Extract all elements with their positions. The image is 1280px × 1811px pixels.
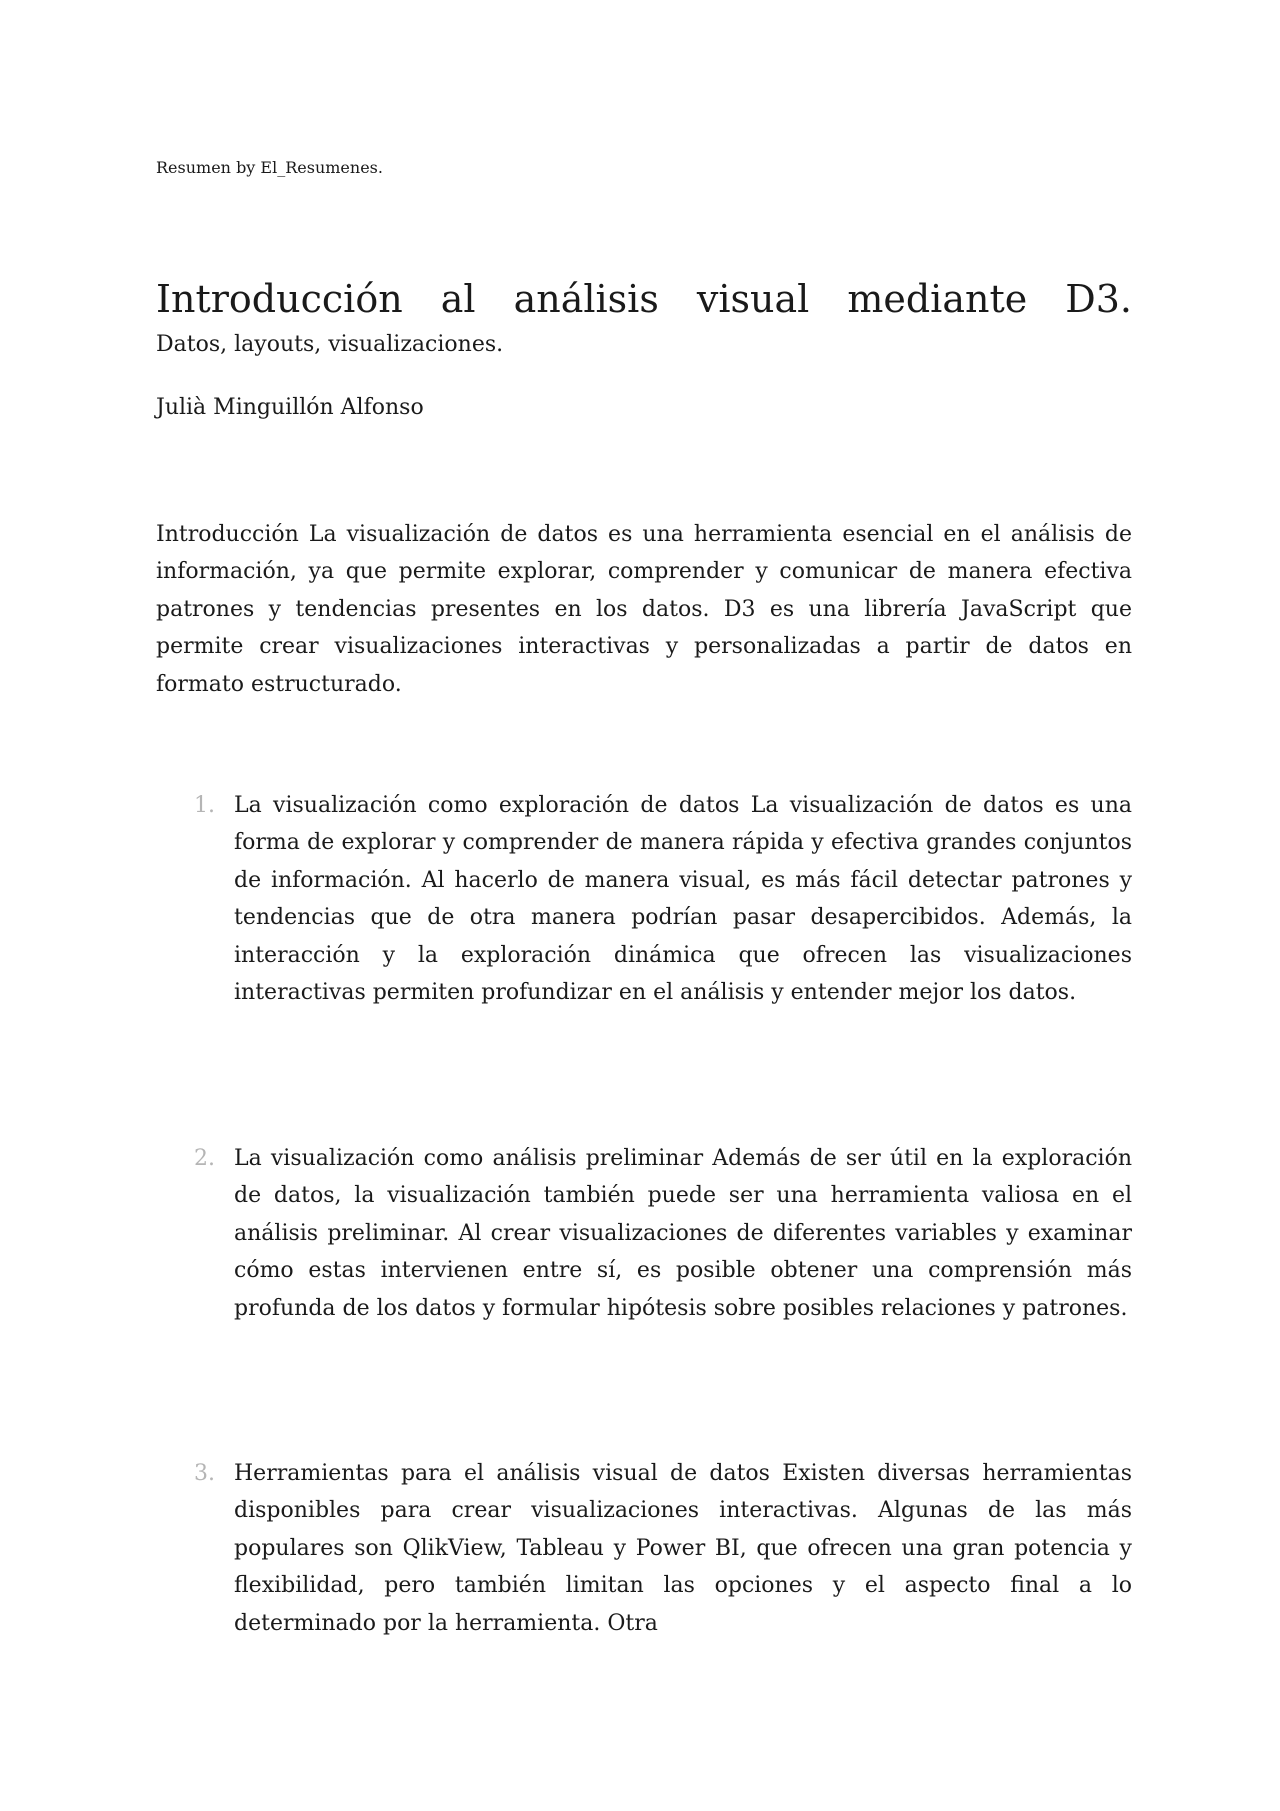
list-item-text: Herramientas para el análisis visual de datos Existen diversas herramientas disponibles para crear visualizaciones interactivas. Algunas de las más populares son QlikView, Tableau y Power BI, que ofrecen una gran potencia y flexibilidad, pero también limitan las opciones y el aspecto final a lo determinado por la herramienta. Otra — [234, 1461, 1132, 1636]
title-word: D3. — [1065, 277, 1132, 321]
title-word: al — [440, 277, 476, 321]
list-item-number: 3. — [194, 1461, 215, 1486]
credit-line: Resumen by El_Resumenes. — [156, 158, 383, 177]
title-word: mediante — [847, 277, 1028, 321]
title-word: análisis — [513, 277, 659, 321]
list-item-number: 1. — [194, 793, 215, 818]
document-author: Julià Minguillón Alfonso — [156, 395, 424, 420]
list-item-text: La visualización como exploración de datos La visualización de datos es una forma de explorar y comprender de manera rápida y efectiva grandes conjuntos de información. Al hacerlo de manera visual, es más fácil detectar patrones y tendencias que de otra manera podrían pasar desapercibidos. Además, la interacción y la exploración dinámica que ofrecen las visualizaciones interactivas permiten profundizar en el análisis y entender mejor los datos. — [234, 793, 1132, 1006]
document-title — [156, 274, 1132, 324]
list-item-number: 2. — [194, 1146, 215, 1171]
title-word: Introducción — [156, 277, 403, 321]
list-item-text: La visualización como análisis preliminar Además de ser útil en la exploración de datos, la visualización también puede ser una herramienta valiosa en el análisis preliminar. Al crear visualizaciones de diferentes variables y examinar cómo estas intervienen entre sí, es posible obtener una comprensión más profunda de los datos y formular hipótesis sobre posibles relaciones y patrones. — [234, 1146, 1132, 1321]
document-subtitle: Datos, layouts, visualizaciones. — [156, 332, 504, 357]
document-page — [156, 0, 1132, 1811]
intro-paragraph: Introducción La visualización de datos es una herramienta esencial en el análisis de información, ya que permite explorar, comprender y comunicar de manera efectiva patrones y tendencias presentes en los datos. D3 es una librería JavaScript que permite crear visualizaciones interactivas y personalizadas a partir de datos en formato estructurado. — [156, 522, 1132, 697]
title-word: visual — [696, 277, 810, 321]
